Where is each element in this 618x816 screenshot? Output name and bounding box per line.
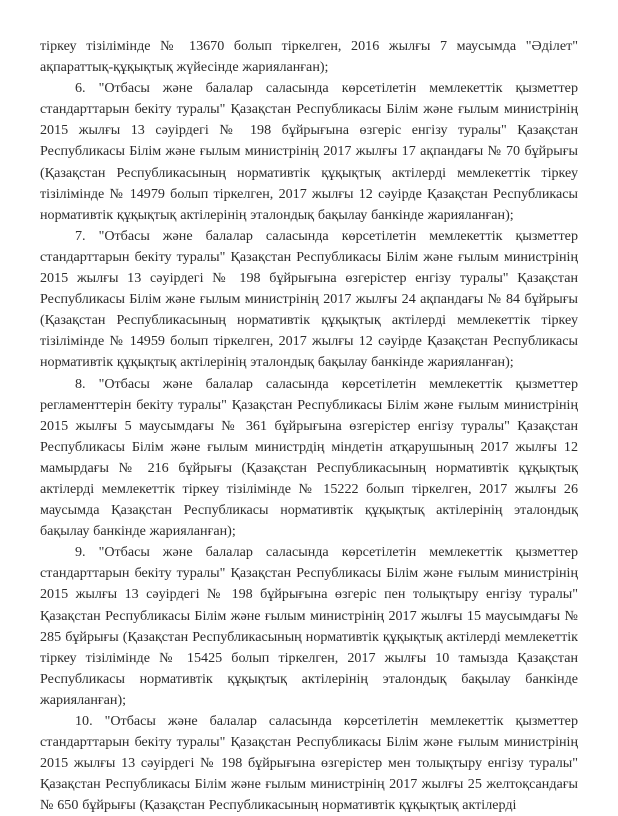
paragraph-continuation: тіркеу тізілімінде № 13670 болып тіркелген, 2016 жылғы 7 маусымда "Әділет" ақпараттық-құқықтық жүйесінде жарияланған); [40,38,578,76]
document-text-body [40,36,578,816]
paragraph-item-6: 6. "Отбасы және балалар саласында көрсетілетін мемлекеттік қызметтер стандарттарын бекіту туралы" Қазақстан Республикасы Білім және ғылым министрінің 2015 жылғы 13 сәуірдегі № 198 бұйрығына өзгеріс енгізу туралы" Қазақстан Республикасы Білім және ғылым министрінің 2017 жылғы 17 ақпандағы № 70 бұйрығы (Қазақстан Республикасының нормативтік құқықтық актілерді мемлекеттік тіркеу тізілімінде № 14979 болып тіркелген, 2017 жылғы 12 сәуірде Қазақстан Республикасы нормативтік құқықтық актілерінің эталондық бақылау банкінде жарияланған); [40,80,578,223]
paragraph-item-8: 8. "Отбасы және балалар саласында көрсетілетін мемлекеттік қызметтер регламенттерін бекіту туралы" Қазақстан Республикасы Білім және ғылым министрінің 2015 жылғы 5 маусымдағы № 361 бұйрығына өзгерістер енгізу туралы" Қазақстан Республикасы Білім және ғылым министрдің міндетін атқарушының 2017 жылғы 12 мамырдағы № 216 бұйрығы (Қазақстан Республикасының нормативтік құқықтық актілерді мемлекеттік тіркеу тізілімінде № 15222 болып тіркелген, 2017 жылғы 26 маусымда Қазақстан Республикасы нормативтік құқықтық актілерінің эталондық бақылау банкінде жарияланған); [40,375,578,540]
paragraph-item-7: 7. "Отбасы және балалар саласында көрсетілетін мемлекеттік қызметтер стандарттарын бекіту туралы" Қазақстан Республикасы Білім және ғылым министрінің 2015 жылғы 13 сәуірдегі № 198 бұйрығына өзгерістер енгізу туралы" Қазақстан Республикасы Білім және ғылым министрінің 2017 жылғы 24 ақпандағы № 84 бұйрығы (Қазақстан Республикасының нормативтік құқықтық актілерді мемлекеттік тіркеу тізілімінде № 14959 болып тіркелген, 2017 жылғы 12 сәуірде Қазақстан Республикасы нормативтік құқықтық актілерінің эталондық бақылау банкінде жарияланған); [40,227,578,371]
paragraph-item-10: 10. "Отбасы және балалар саласында көрсетілетін мемлекеттік қызметтер стандарттарын бекіту туралы" Қазақстан Республикасы Білім және ғылым министрінің 2015 жылғы 13 сәуірдегі № 198 бұйрығына өзгерістер мен толықтыру енгізу туралы" Қазақстан Республикасы Білім және ғылым министрінің 2017 жылғы 25 желтоқсандағы № 650 бұйрығы (Қазақстан Республикасының нормативтік құқықтық актілерді [40,713,578,814]
paragraph-item-9: 9. "Отбасы және балалар саласында көрсетілетін мемлекеттік қызметтер стандарттарын бекіту туралы" Қазақстан Республикасы Білім және ғылым министрінің 2015 жылғы 13 сәуірдегі № 198 бұйрығына өзгеріс пен толықтыру енгізу туралы" Қазақстан Республикасы Білім және ғылым министрінің 2017 жылғы 15 маусымдағы № 285 бұйрығы (Қазақстан Республикасының нормативтік құқықтық актілерді мемлекеттік тіркеу тізілімінде № 15425 болып тіркелген, 2017 жылғы 10 тамызда Қазақстан Республикасы нормативтік құқықтық актілерінің эталондық бақылау банкінде жарияланған); [40,544,578,708]
